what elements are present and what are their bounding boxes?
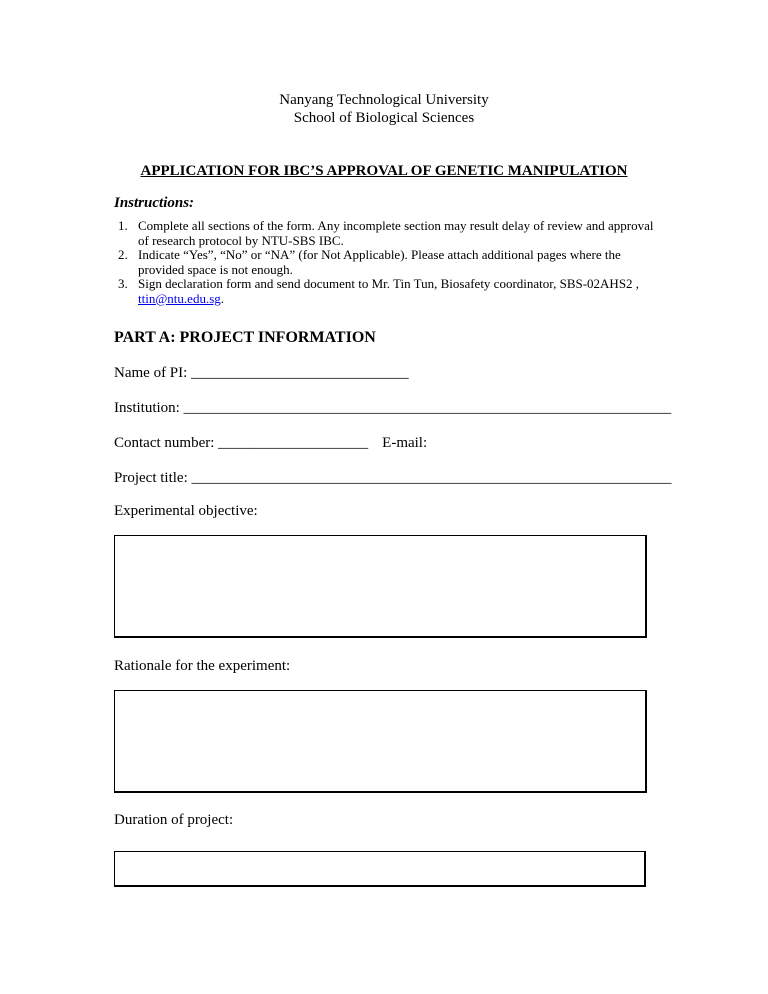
institution-label: Institution:	[114, 400, 184, 416]
institution-blank[interactable]: _________________________________________________________________	[183, 400, 672, 416]
name-of-pi-label: Name of PI:	[114, 365, 192, 381]
instruction-number: 1.	[118, 218, 128, 233]
contact-number-blank[interactable]: ____________________	[218, 435, 369, 451]
rationale-label: Rationale for the experiment:	[114, 658, 291, 674]
duration-input-box[interactable]	[114, 851, 646, 887]
instruction-number: 2.	[118, 247, 128, 262]
project-title-label: Project title:	[114, 470, 192, 486]
instruction-text: Indicate “Yes”, “No” or “NA” (for Not Applicable). Please attach additional pages where the provided space is not enough.	[138, 247, 621, 277]
instruction-text: Complete all sections of the form. Any incomplete section may result delay of review and approval of research protocol by NTU-SBS IBC.	[138, 218, 654, 248]
form-title: APPLICATION FOR IBC’S APPROVAL OF GENETIC MANIPULATION	[140, 163, 628, 179]
instruction-item-1	[118, 219, 658, 248]
coordinator-email-link[interactable]: ttin@ntu.edu.sg	[138, 290, 221, 306]
part-a-heading: PART A: PROJECT INFORMATION	[114, 329, 376, 346]
instruction-item-3	[118, 277, 658, 306]
instructions-heading: Instructions:	[114, 195, 195, 211]
project-title-field[interactable]	[114, 470, 671, 487]
school-name: School of Biological Sciences	[293, 110, 475, 126]
experimental-objective-label: Experimental objective:	[114, 503, 258, 519]
experimental-objective-input-box[interactable]	[114, 535, 647, 638]
contact-number-label: Contact number:	[114, 435, 219, 451]
duration-label: Duration of project:	[114, 812, 234, 828]
instruction-item-2	[118, 248, 658, 277]
name-of-pi-field[interactable]	[114, 365, 409, 382]
project-title-blank[interactable]: ________________________________________________________________	[191, 470, 672, 486]
institution-field[interactable]	[114, 400, 671, 417]
instruction-number: 3.	[118, 276, 128, 291]
instruction-text: Sign declaration form and send document to Mr. Tin Tun, Biosafety coordinator, SBS-02AHS2 ,	[138, 276, 640, 291]
instruction-text-end: .	[220, 290, 224, 306]
name-of-pi-blank[interactable]: _____________________________	[191, 365, 409, 381]
email-label: E-mail:	[382, 435, 428, 451]
contact-field[interactable]	[114, 435, 427, 452]
rationale-input-box[interactable]	[114, 690, 647, 793]
university-name: Nanyang Technological University	[279, 92, 489, 108]
instructions-list	[118, 219, 658, 306]
